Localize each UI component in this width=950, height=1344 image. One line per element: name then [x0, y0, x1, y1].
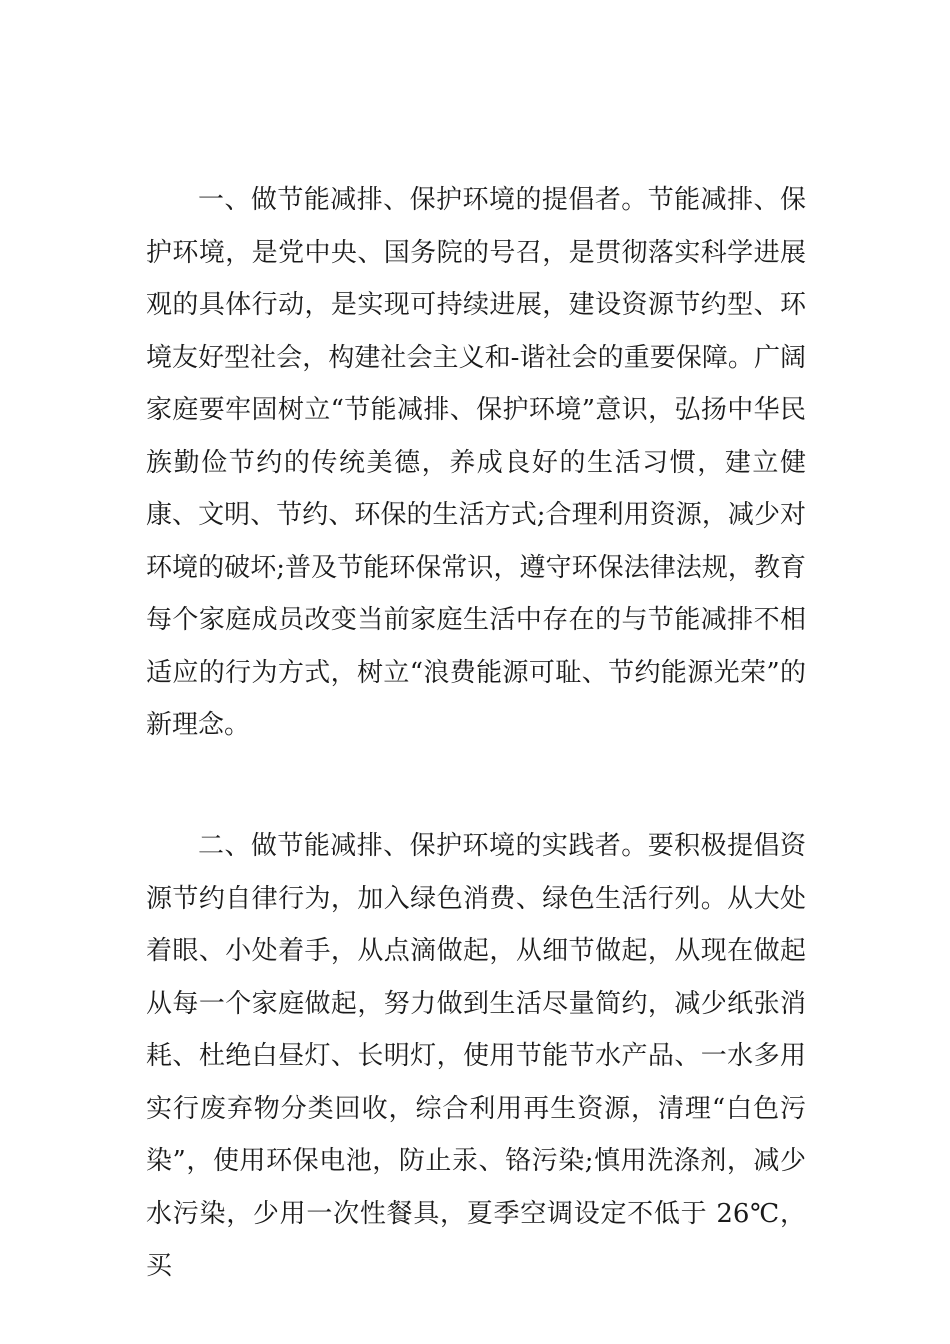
paragraph-first: 一、做节能减排、保护环境的提倡者。节能减排、保护环境，是党中央、国务院的号召，是贯彻落实科学进展观的具体行动，是实现可持续进展，建设资源节约型、环境友好型社会，构建社会主义和-谐社会的重要保障。广阔家庭要牢固树立“节能减排、保护环境”意识，弘扬中华民族勤俭节约的传统美德，养成良好的生活习惯，建立健康、文明、节约、环保的生活方式;合理利用资源，减少对环境的破坏;普及节能环保常识，遵守环保法律法规，教育每个家庭成员改变当前家庭生活中存在的与节能减排不相适应的行为方式，树立“浪费能源可耻、节约能源光荣”的新理念。 [146, 185, 806, 740]
paragraph-second: 二、做节能减排、保护环境的实践者。要积极提倡资源节约自律行为，加入绿色消费、绿色生活行列。从大处着眼、小处着手，从点滴做起，从细节做起，从现在做起从每一个家庭做起，努力做到生活尽量简约，减少纸张消耗、杜绝白昼灯、长明灯，使用节能节水产品、一水多用实行废弃物分类回收，综合利用再生资源，清理“白色污染”，使用环保电池，防止汞、铬污染;慎用洗涤剂，减少水污染，少用一次性餐具，夏季空调设定不低于 26℃，买 [146, 831, 806, 1281]
